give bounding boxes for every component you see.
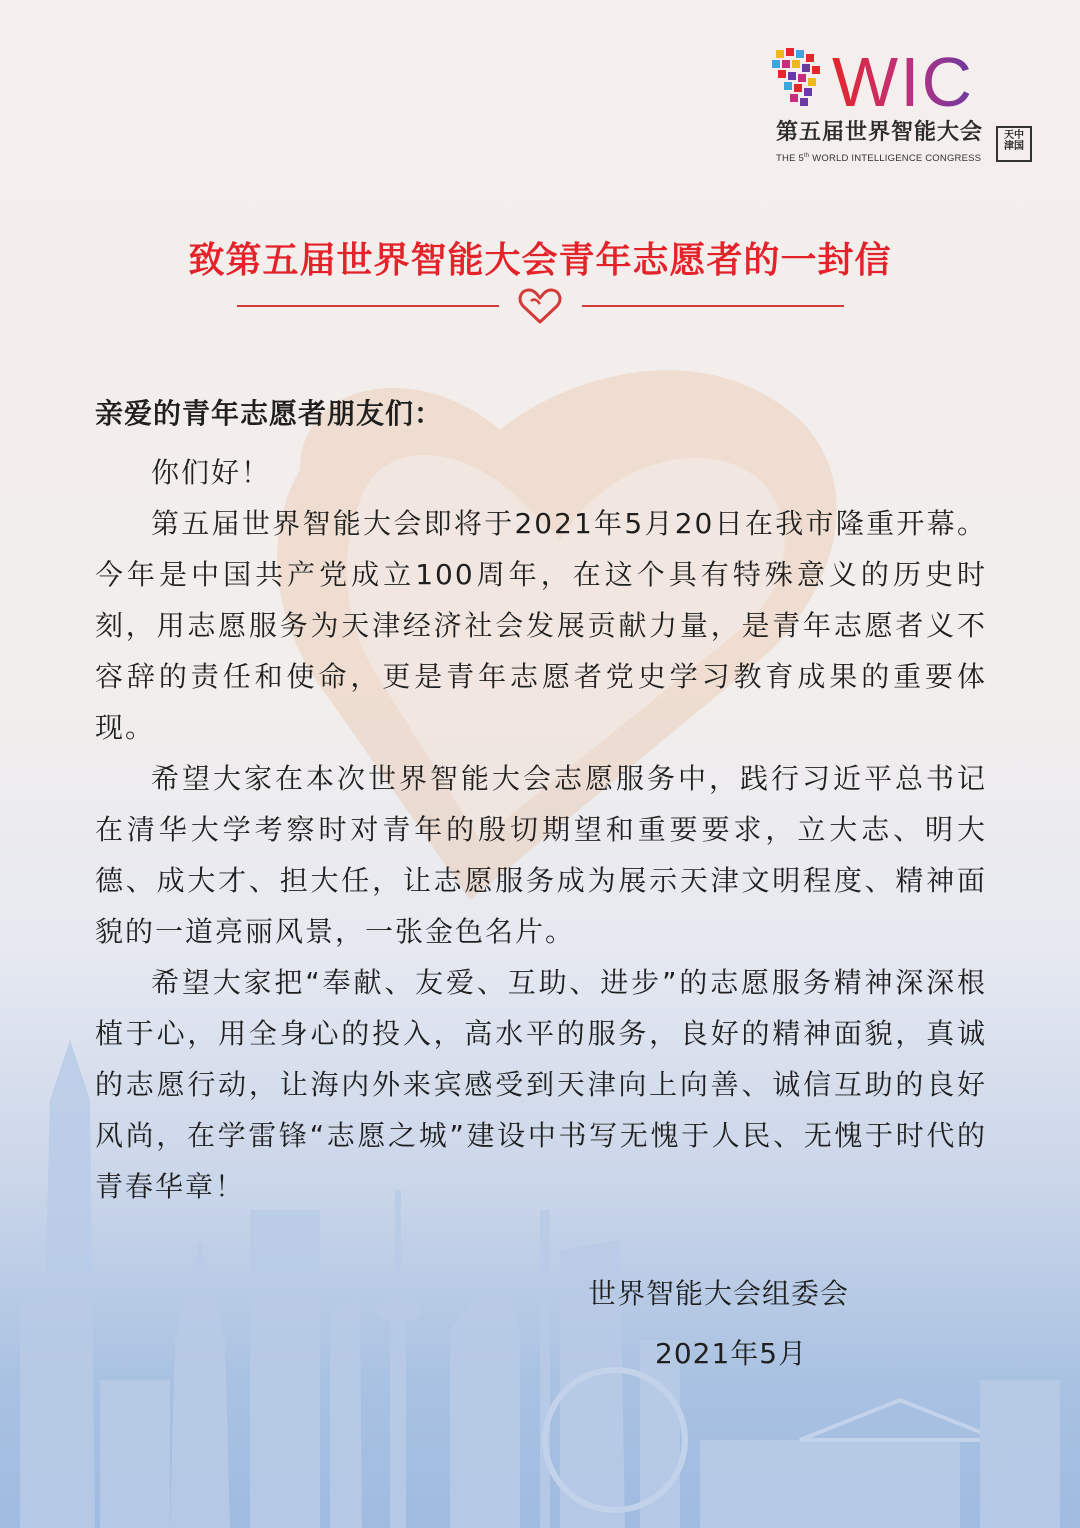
letter-date: 2021年5月	[655, 1337, 808, 1370]
heart-icon	[517, 286, 563, 326]
logo-wic-text: WIC	[832, 43, 975, 121]
paragraph-2: 希望大家在本次世界智能大会志愿服务中，践行习近平总书记在清华大学考察时对青年的殷切期望和重要要求，立大志、明大德、成大才、担大任，让志愿服务成为展示天津文明程度、精神面貌的一道亮丽风景，一张金色名片。	[95, 762, 987, 948]
letter-body	[95, 388, 987, 1212]
paragraph-greeting: 你们好！	[151, 456, 272, 489]
paragraph-3: 希望大家把“奉献、友爱、互助、进步”的志愿服务精神深深根植于心，用全身心的投入，高水平的服务，良好的精神面貌，真诚的志愿行动，让海内外来宾感受到天津向上向善、诚信互助的良好风尚，在学雷锋“志愿之城”建设中书写无愧于人民、无愧于时代的青春华章！	[95, 966, 987, 1203]
wic-head-icon	[770, 44, 830, 114]
logo-name-cn: 第五届世界智能大会	[776, 120, 984, 145]
title-divider-right	[582, 305, 844, 307]
logo-name-en: THE 5th WORLD INTELLIGENCE CONGRESS	[776, 153, 982, 165]
paragraph-1: 第五届世界智能大会即将于2021年5月20日在我市隆重开幕。今年是中国共产党成立100周年，在这个具有特殊意义的历史时刻，用志愿服务为天津经济社会发展贡献力量，是青年志愿者义不容辞的责任和使命，更是青年志愿者党史学习教育成果的重要体现。	[95, 507, 987, 744]
title-divider-left	[237, 305, 499, 307]
page-title: 致第五届世界智能大会青年志愿者的一封信	[188, 240, 892, 281]
salutation: 亲爱的青年志愿者朋友们：	[95, 397, 444, 430]
signature: 世界智能大会组委会	[588, 1277, 850, 1310]
wic-logo	[770, 44, 1040, 174]
tianjin-seal: 天中津国	[996, 126, 1032, 162]
